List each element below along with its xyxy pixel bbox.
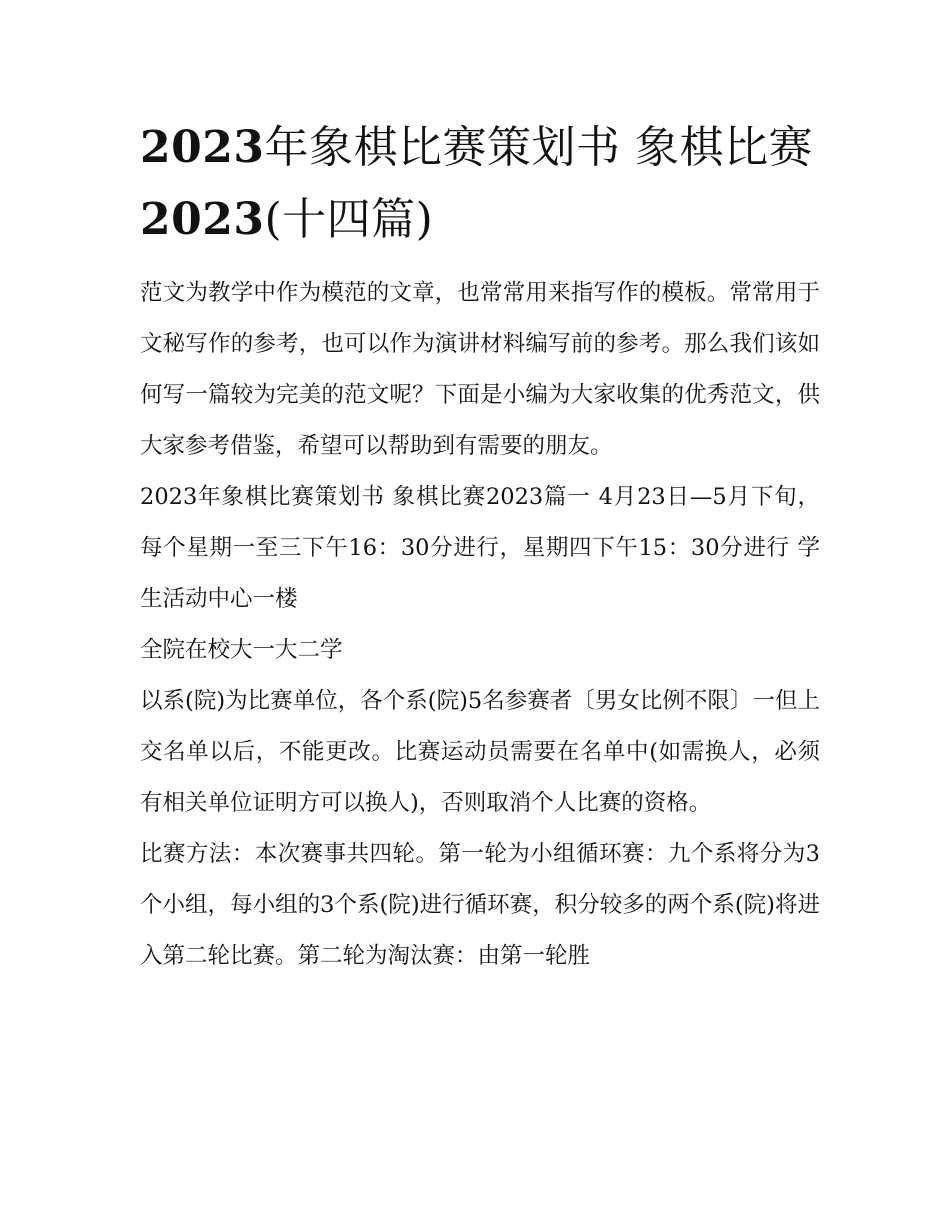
competition-method-paragraph: 比赛方法：本次赛事共四轮。第一轮为小组循环赛：九个系将分为3个小组，每小组的3个系(院)进行循环赛，积分较多的两个系(院)将进入第二轮比赛。第二轮为淘汰赛：由第一轮胜 <box>140 841 820 969</box>
document-title <box>140 112 820 256</box>
title-year: 2023 <box>140 122 265 173</box>
participants-paragraph: 全院在校大一大二学 <box>140 637 343 663</box>
title-text: 年象棋比赛策划书 象棋比赛 <box>264 122 813 173</box>
document-body <box>140 268 820 982</box>
title-suffix: (十四篇) <box>264 194 434 245</box>
title-year-2: 2023 <box>140 194 265 245</box>
schedule-paragraph: 2023年象棋比赛策划书 象棋比赛2023篇一 4月23日—5月下旬，每个星期一至三下午16：30分进行，星期四下午15：30分进行 学生活动中心一楼 <box>140 484 820 612</box>
document-page <box>140 112 820 982</box>
intro-paragraph: 范文为教学中作为模范的文章，也常常用来指写作的模板。常常用于文秘写作的参考，也可以作为演讲材料编写前的参考。那么我们该如何写一篇较为完美的范文呢？下面是小编为大家收集的优秀范文，供大家参考借鉴，希望可以帮助到有需要的朋友。 <box>140 280 820 459</box>
team-rules-paragraph: 以系(院)为比赛单位，各个系(院)5名参赛者〔男女比例不限〕一但上交名单以后，不能更改。比赛运动员需要在名单中(如需换人，必须有相关单位证明方可以换人)，否则取消个人比赛的资格。 <box>140 688 820 816</box>
